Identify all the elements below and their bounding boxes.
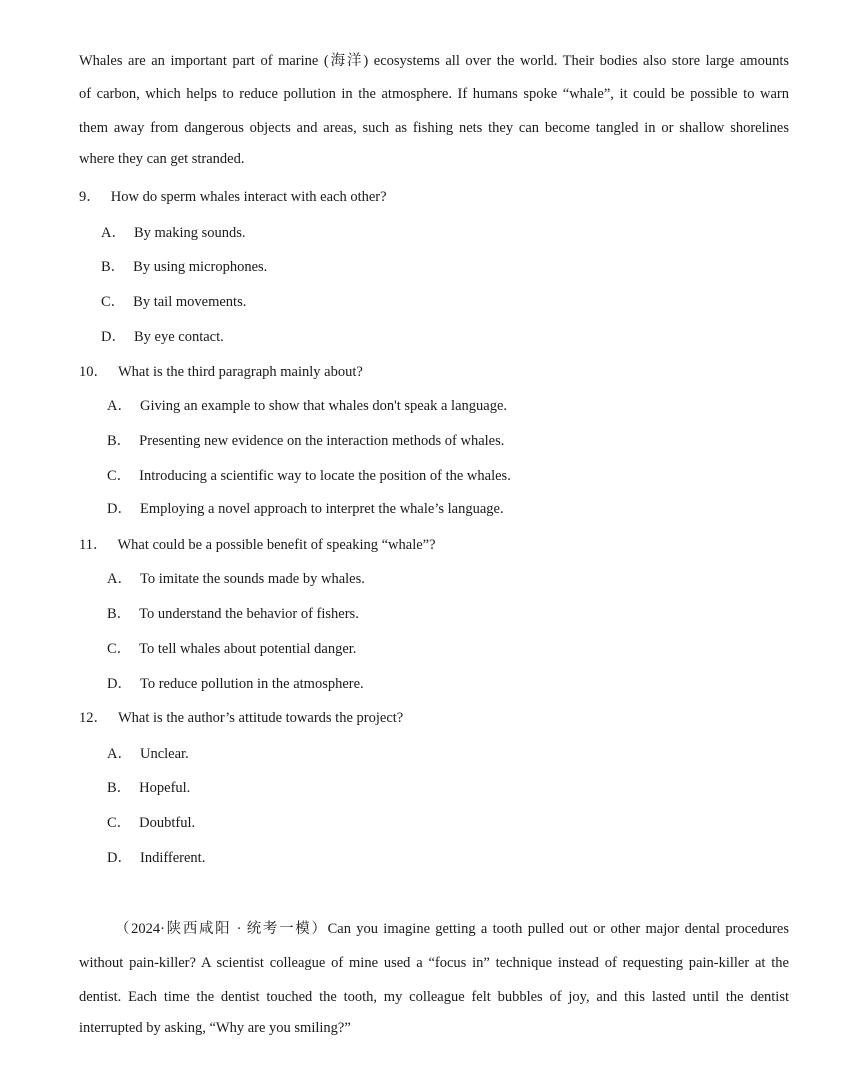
passage2-line-2: without pain-killer? A scientist colleague of mine used a “focus in” technique instead of requesting pain-killer at the [79, 955, 789, 971]
passage2-line-1 [115, 917, 789, 938]
option-label: B． [101, 259, 126, 275]
option-text: Presenting new evidence on the interaction methods of whales. [139, 433, 505, 449]
question-10-option-c [107, 464, 511, 485]
question-10 [79, 360, 789, 381]
question-11 [79, 533, 789, 554]
option-label: B． [107, 780, 132, 796]
passage2-line-3: dentist. Each time the dentist touched the tooth, my colleague felt bubbles of joy, and this lasted until the dentist [79, 989, 789, 1005]
question-9-option-d [101, 325, 224, 346]
question-text: What could be a possible benefit of speaking “whale”? [117, 537, 436, 553]
question-12 [79, 706, 789, 727]
question-9-option-c [101, 290, 246, 311]
question-9-option-a [101, 221, 246, 242]
option-text: To understand the behavior of fishers. [139, 606, 359, 622]
option-label: A． [107, 571, 132, 587]
option-text: By using microphones. [133, 259, 268, 275]
question-10-option-d [107, 497, 504, 518]
option-label: A． [101, 225, 126, 241]
option-text: Introducing a scientific way to locate the position of the whales. [139, 468, 511, 484]
question-text: How do sperm whales interact with each other? [110, 189, 387, 205]
question-11-option-d [107, 672, 364, 693]
option-label: A． [107, 746, 132, 762]
option-text: To reduce pollution in the atmosphere. [139, 676, 364, 692]
option-text: By making sounds. [133, 225, 246, 241]
passage1-line-1: Whales are an important part of marine (海洋) ecosystems all over the world. Their bodies also store large amounts [79, 53, 789, 69]
option-label: C． [107, 468, 132, 484]
option-label: C． [107, 641, 132, 657]
passage2-line-1-text: Can you imagine getting a tooth pulled out or other major dental procedures [327, 921, 789, 937]
question-12-option-d [107, 846, 205, 867]
passage1-line-2: of carbon, which helps to reduce pollution in the atmosphere. If humans spoke “whale”, it could be possible to warn [79, 86, 789, 102]
option-label: D． [101, 329, 126, 345]
passage1-line-4: where they can get stranded. [79, 151, 245, 167]
option-text: To imitate the sounds made by whales. [139, 571, 365, 587]
passage2-line-4: interrupted by asking, “Why are you smiling?” [79, 1020, 351, 1036]
option-label: D． [107, 501, 132, 517]
option-label: B． [107, 433, 132, 449]
question-9-option-b [101, 255, 267, 276]
option-text: Giving an example to show that whales don't speak a language. [139, 398, 508, 414]
question-10-option-a [107, 394, 507, 415]
option-label: C． [107, 815, 132, 831]
passage1-line-3: them away from dangerous objects and areas, such as fishing nets they can become tangled in or shallow shorelines [79, 120, 789, 136]
option-text: Unclear. [139, 746, 189, 762]
option-text: Indifferent. [139, 850, 206, 866]
question-12-option-a [107, 742, 189, 763]
question-10-option-b [107, 429, 504, 450]
question-11-option-a [107, 567, 365, 588]
question-9 [79, 185, 789, 206]
option-text: Doubtful. [139, 815, 196, 831]
option-label: D． [107, 676, 132, 692]
option-text: Employing a novel approach to interpret the whale’s language. [139, 501, 504, 517]
passage2-source: （2024·陕西咸阳 · 统考一模） [115, 921, 328, 937]
question-number: 10． [79, 364, 108, 380]
question-number: 9． [79, 189, 101, 205]
question-number: 12． [79, 710, 108, 726]
question-12-option-b [107, 776, 190, 797]
option-text: To tell whales about potential danger. [139, 641, 357, 657]
option-text: By eye contact. [133, 329, 224, 345]
question-12-option-c [107, 811, 195, 832]
option-label: A． [107, 398, 132, 414]
question-text: What is the third paragraph mainly about? [118, 364, 363, 380]
option-label: C． [101, 294, 126, 310]
question-11-option-b [107, 602, 359, 623]
option-text: By tail movements. [133, 294, 247, 310]
option-text: Hopeful. [139, 780, 191, 796]
option-label: B． [107, 606, 132, 622]
question-11-option-c [107, 637, 356, 658]
question-number: 11． [79, 537, 108, 553]
question-text: What is the author’s attitude towards the project? [118, 710, 404, 726]
option-label: D． [107, 850, 132, 866]
